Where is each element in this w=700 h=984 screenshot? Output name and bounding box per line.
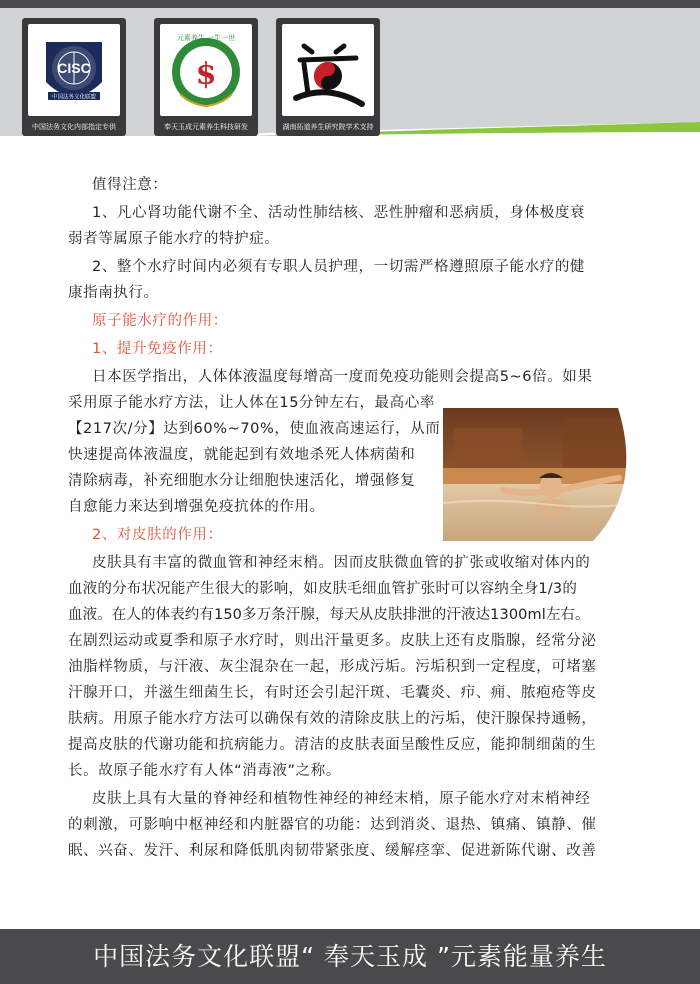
yuansu-slogan: 元素养生 一生一世 — [176, 34, 236, 42]
sub1-line: 自愈能力来达到增强免疫抗体的作用。 — [68, 499, 325, 515]
sub2-line: 肤病。用原子能水疗方法可以确保有效的清除皮肤上的污垢，使汗腺保持通畅， — [68, 711, 597, 727]
sub2-line: 油脂样物质，与汗液、灰尘混杂在一起，形成污垢。污垢积到一定程度，可堵塞 — [68, 659, 597, 675]
sub2-line: 在剧烈运动或夏季和原子水疗时，则出汗量更多。皮肤上还有皮脂腺，经常分泌 — [68, 633, 597, 649]
tuodao-logo-card — [276, 18, 380, 136]
sub2-line: 皮肤具有丰富的微血管和神经末梢。因而皮肤微血管的扩张或收缩对体内的 — [92, 555, 591, 571]
sub3-line: 眠、兴奋、发汗、利尿和降低肌肉韧带紧张度、缓解痉挛、促进新陈代谢、改善 — [68, 843, 597, 859]
sub2-line: 血液。在人的体表约有150多万条汗腺，每天从皮肤排泄的汗液达1300ml左右。 — [68, 607, 590, 623]
sub2-line: 长。故原子能水疗有人体“消毒液”之称。 — [68, 763, 341, 779]
sub3-line: 的刺激，可影响中枢神经和内脏器官的功能：达到消炎、退热、镇痛、镇静、催 — [68, 817, 597, 833]
cisc-subtext: 中国法务文化联盟 — [51, 94, 97, 101]
logo-caption-2: 奉天玉成元素养生科技研发 — [164, 123, 248, 131]
sub1-line: 日本医学指出，人体体液温度每增高一度而免疫功能则会提高5~6倍。如果 — [92, 369, 593, 385]
sub1-line: 【217次/分】达到60%~70%，使血液高速运行，从而 — [68, 421, 441, 437]
sub1-line: 快速提高体液温度，就能起到有效地杀死人体病菌和 — [68, 447, 416, 463]
sub3-line: 皮肤上具有大量的脊神经和植物性神经的神经末梢，原子能水疗对末梢神经 — [92, 791, 591, 807]
yuansu-logo-card — [154, 18, 258, 136]
logo-caption-1: 中国法务文化内部指定专供 — [32, 123, 116, 131]
notice-2-line-1: 2、整个水疗时间内必须有专职人员护理，一切需严格遵照原子能水疗的健 — [92, 259, 586, 275]
section-title: 原子能水疗的作用： — [92, 313, 228, 329]
cisc-text: CISC — [57, 60, 91, 76]
sub2-line: 血液的分布状况能产生很大的影响，如皮肤毛细血管扩张时可以容纳全身1/3的 — [68, 581, 578, 597]
tuodao-logo — [282, 24, 374, 116]
yuansu-logo — [160, 24, 252, 116]
subsection-2-title: 2、对皮肤的作用： — [92, 527, 223, 543]
sub1-line: 清除病毒，补充细胞水分让细胞快速活化，增强修复 — [68, 473, 416, 489]
notice-1-line-1: 1、凡心肾功能代谢不全、活动性肺结核、恶性肿瘤和恶病质，身体极度衰 — [92, 205, 586, 221]
notice-2-line-2: 康指南执行。 — [68, 285, 159, 301]
sub1-line: 采用原子能水疗方法，让人体在15分钟左右，最高心率 — [68, 395, 435, 411]
dollar-mark-icon: $ — [195, 57, 217, 92]
footer-text: 中国法务文化联盟“ 奉天玉成 ”元素能量养生 — [93, 942, 607, 971]
bath-photo — [443, 408, 648, 541]
notice-1-line-2: 弱者等属原子能水疗的特护症。 — [68, 231, 280, 247]
footer-bar — [0, 929, 700, 984]
sub2-line: 提高皮肤的代谢功能和抗病能力。清洁的皮肤表面呈酸性反应，能抑制细菌的生 — [68, 737, 597, 753]
cisc-logo — [28, 24, 120, 116]
subsection-1-title: 1、提升免疫作用： — [92, 341, 223, 357]
sub2-line: 汗腺开口，并滋生细菌生长，有时还会引起汗斑、毛囊炎、疖、痈、脓疱疮等皮 — [68, 685, 597, 701]
cisc-logo-card — [22, 18, 126, 136]
logo-caption-3: 湖南拓道养生研究院学术支持 — [282, 123, 374, 131]
top-bar — [0, 0, 700, 8]
notice-title: 值得注意： — [92, 177, 168, 193]
